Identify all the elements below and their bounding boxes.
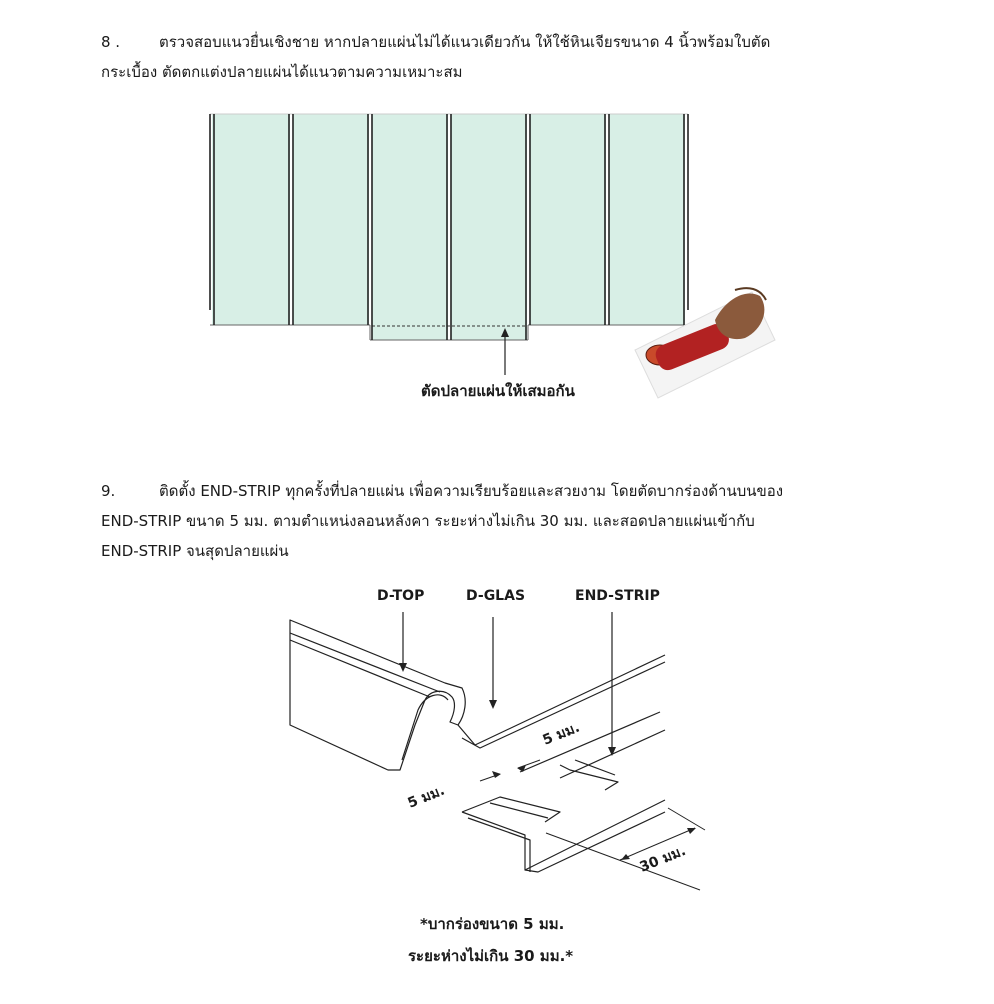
label-dim-5mm-left: 5 มม. xyxy=(405,782,448,812)
step-8-line-1 xyxy=(101,27,770,57)
label-d-top: D-TOP xyxy=(377,588,425,604)
step-9-text-1: ติดตั้ง END-STRIP ทุกครั้งที่ปลายแผ่น เพื่อความเรียบร้อยและสวยงาม โดยตัดบากร่องด้านบนของ xyxy=(159,482,784,500)
step-9-paragraph xyxy=(101,476,783,566)
step-9-line-1 xyxy=(101,476,783,506)
angle-grinder-icon xyxy=(635,288,775,398)
label-d-glas: D-GLAS xyxy=(466,588,526,604)
step-8-number: 8 . xyxy=(101,33,121,51)
step-9-text-2: END-STRIP ขนาด 5 มม. ตามตำแหน่งลอนหลังคา ระยะห่างไม่เกิน 30 มม. และสอดปลายแผ่นเข้ากับ xyxy=(101,512,755,530)
label-dim-5mm-top: 5 มม. xyxy=(540,719,583,749)
step-8-figure-caption: ตัดปลายแผ่นให้เสมอกัน xyxy=(421,382,575,400)
roof-panels-illustration xyxy=(210,114,688,375)
note-line-1: *บากร่องขนาด 5 มม. xyxy=(420,915,565,933)
step-8-text-2: กระเบื้อง ตัดตกแต่งปลายแผ่นได้แนวตามความเหมาะสม xyxy=(101,63,463,81)
note-line-2: ระยะห่างไม่เกิน 30 มม.* xyxy=(408,947,574,965)
label-dim-30mm: 30 มม. xyxy=(637,842,689,876)
step-8-paragraph xyxy=(101,27,770,87)
step-9-number: 9. xyxy=(101,482,116,500)
label-end-strip: END-STRIP xyxy=(575,588,660,604)
step-8-text-1: ตรวจสอบแนวยื่นเชิงชาย หากปลายแผ่นไม่ได้แนวเดียวกัน ให้ใช้หินเจียรขนาด 4 นิ้วพร้อมใบตัด xyxy=(159,33,771,51)
step-9-text-3: END-STRIP จนสุดปลายแผ่น xyxy=(101,542,289,560)
